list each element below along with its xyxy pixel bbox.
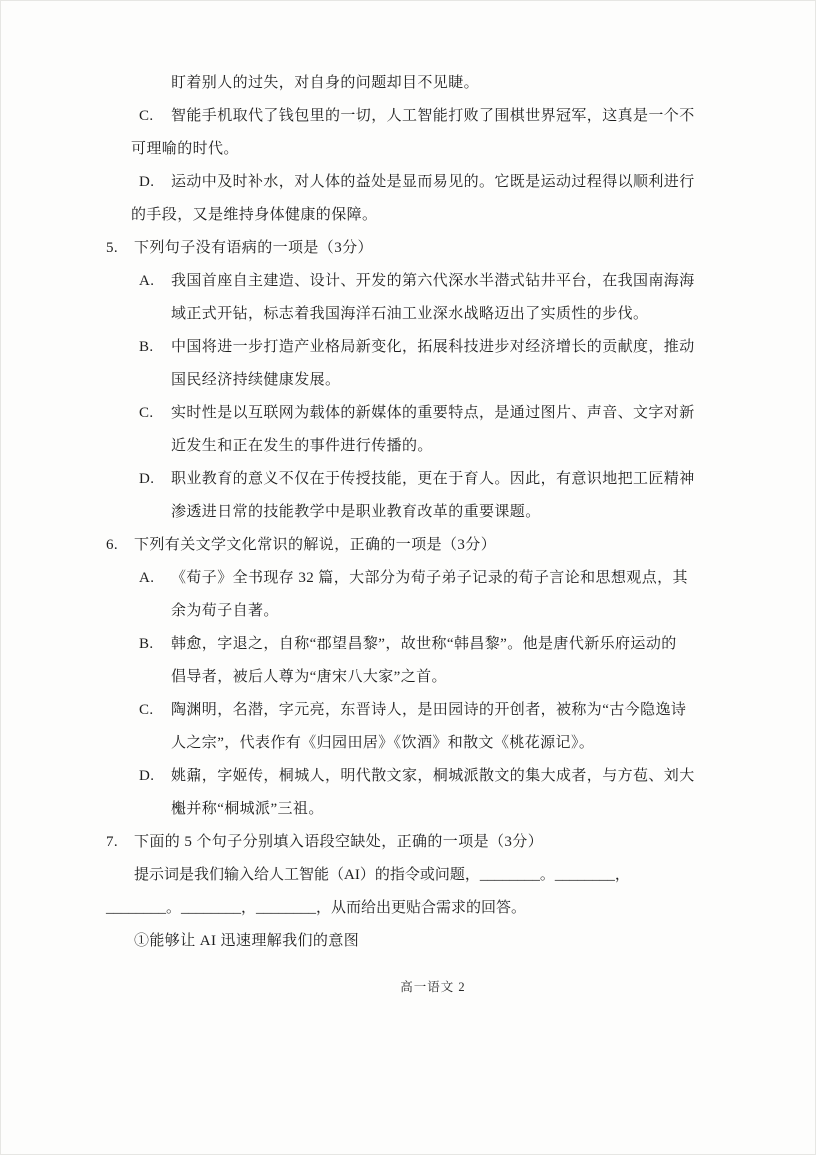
option-text: 韩愈，字退之，自称“郡望昌黎”，故世称“韩昌黎”。他是唐代新乐府运动的: [171, 636, 677, 652]
option-text-wrap: 可理喻的时代。: [131, 141, 239, 157]
question-6-stem-row: [106, 529, 712, 562]
question-number: 6.: [106, 537, 119, 553]
q7-passage-line-2: ________。________，________，从而给出更贴合需求的回答。: [106, 900, 527, 916]
question-number: 5.: [106, 240, 119, 256]
option-text: 智能手机取代了钱包里的一切，人工智能打败了围棋世界冠军，这真是一个不: [171, 108, 695, 124]
option-text: 中国将进一步打造产业格局新变化，拓展科技进步对经济增长的贡献度，推动: [171, 339, 695, 355]
option-label: D.: [139, 768, 155, 784]
option-label: D.: [139, 471, 155, 487]
question-stem: 下面的 5 个句子分别填入语段空缺处，正确的一项是（3分）: [134, 834, 544, 850]
option-text-wrap: 的手段，又是维持身体健康的保障。: [131, 207, 378, 223]
option-text-wrap: 倡导者，被后人尊为“唐宋八大家”之首。: [171, 669, 447, 685]
pre-option-d-row: [106, 166, 712, 199]
q6-option-a-row: [106, 562, 712, 595]
option-text-wrap: 余为荀子自著。: [171, 603, 279, 619]
option-text: 姚鼐，字姬传，桐城人，明代散文家，桐城派散文的集大成者，与方苞、刘大: [171, 768, 695, 784]
option-text-wrap: 渗透进日常的技能教学中是职业教育改革的重要课题。: [171, 504, 541, 520]
question-number: 7.: [106, 834, 119, 850]
option-text-wrap: 近发生和正在发生的事件进行传播的。: [171, 438, 433, 454]
option-text-wrap: 人之宗”，代表作有《归园田居》《饮酒》和散文《桃花源记》。: [171, 735, 595, 751]
option-text: 陶渊明，名潜，字元亮，东晋诗人，是田园诗的开创者，被称为“古今隐逸诗: [171, 702, 687, 718]
option-label: C.: [139, 405, 154, 421]
question-5-stem-row: [106, 232, 712, 265]
option-text: 运动中及时补水，对人体的益处是显而易见的。它既是运动过程得以顺利进行: [171, 174, 695, 190]
question-stem: 下列句子没有语病的一项是（3分）: [134, 240, 373, 256]
q7-passage-line-1: 提示词是我们输入给人工智能（AI）的指令或问题，________。________，: [134, 867, 630, 883]
option-text: 职业教育的意义不仅在于传授技能，更在于育人。因此，有意识地把工匠精神: [171, 471, 695, 487]
option-label: B.: [139, 636, 154, 652]
q5-option-b-row: [106, 331, 712, 364]
option-text-wrap: 櫆并称“桐城派”三祖。: [171, 801, 324, 817]
option-label: C.: [139, 108, 154, 124]
q6-option-c-row: [106, 694, 712, 727]
q6-option-d-row: [106, 760, 712, 793]
q5-option-d-row: [106, 463, 712, 496]
option-label: B.: [139, 339, 154, 355]
q6-option-b-row: [106, 628, 712, 661]
option-label: A.: [139, 570, 155, 586]
option-label: D.: [139, 174, 155, 190]
continuation-line: 盯着别人的过失，对自身的问题却目不见睫。: [171, 75, 480, 91]
page-footer: 高一语文 2: [400, 980, 466, 994]
option-text: 实时性是以互联网为载体的新媒体的重要特点，是通过图片、声音、文字对新: [171, 405, 695, 421]
q5-option-c-row: [106, 397, 712, 430]
q5-option-a-row: [106, 265, 712, 298]
option-text: 《荀子》全书现存 32 篇，大部分为荀子弟子记录的荀子言论和思想观点，其: [171, 570, 688, 586]
question-stem: 下列有关文学文化常识的解说，正确的一项是（3分）: [134, 537, 497, 553]
option-text: 我国首座自主建造、设计、开发的第六代深水半潜式钻井平台，在我国南海海: [171, 273, 695, 289]
question-7-stem-row: [106, 826, 712, 859]
q7-choice-item-1: ①能够让 AI 迅速理解我们的意图: [134, 933, 360, 949]
option-label: C.: [139, 702, 154, 718]
option-text-wrap: 国民经济持续健康发展。: [171, 372, 341, 388]
option-text-wrap: 域正式开钻，标志着我国海洋石油工业深水战略迈出了实质性的步伐。: [171, 306, 649, 322]
option-label: A.: [139, 273, 155, 289]
exam-content: [106, 67, 712, 958]
pre-option-c-row: [106, 100, 712, 133]
